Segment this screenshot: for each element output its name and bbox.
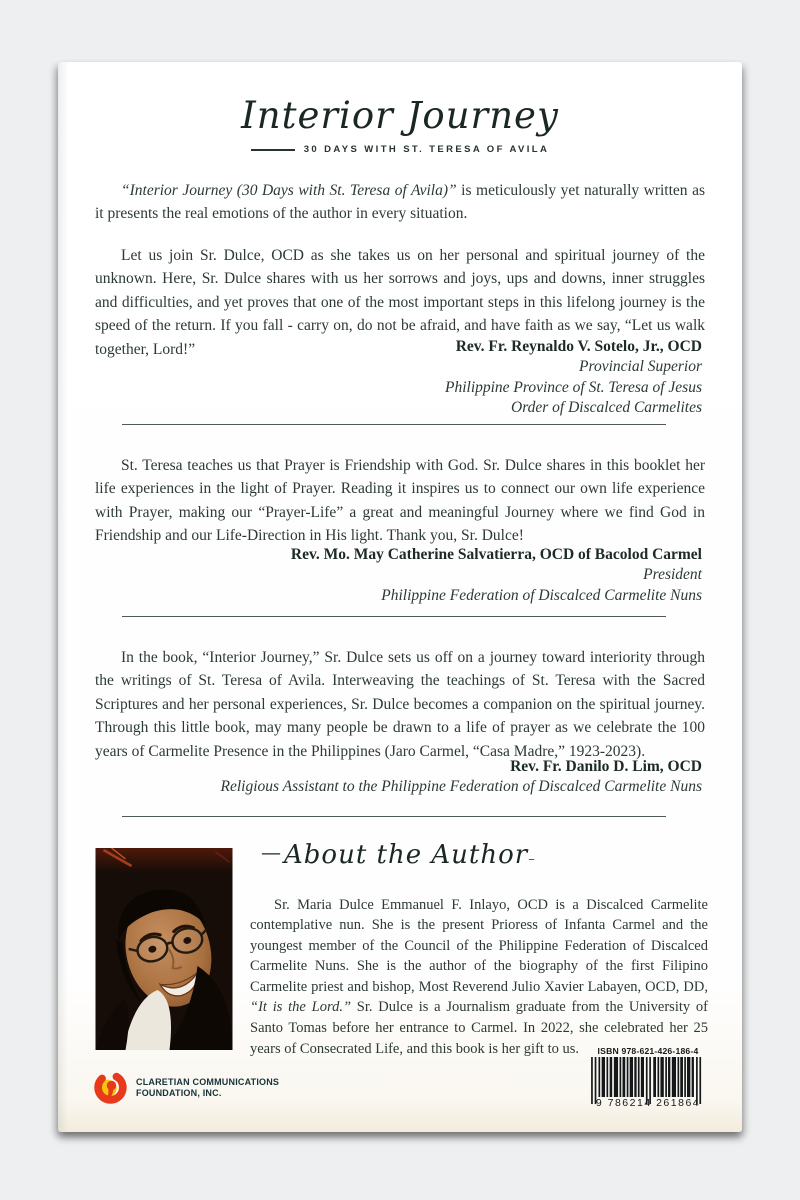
blurb-1-rest: is meticulously yet naturally written as it presents the real emotions of the author in every situation. xyxy=(95,181,705,222)
section-divider-2 xyxy=(122,616,666,617)
claretian-logo-icon xyxy=(94,1070,129,1105)
blurb-paragraph-1 xyxy=(95,179,705,226)
blurb-paragraph-2: Let us join Sr. Dulce, OCD as she takes us on her personal and spiritual journey of the unknown. Here, Sr. Dulce shares with us her sorrows and joys, ups and downs, inner struggles and difficulties, and yet proves that one of the most important steps in this lifelong journey is the speed of the return. If you fall - carry on, do not be afraid, and have faith as we say, “Let us walk together, Lord!” xyxy=(95,246,705,358)
book-back-cover xyxy=(58,62,742,1132)
publisher-block xyxy=(94,1070,279,1105)
attribution-name: Rev. Mo. May Catherine Salvatierra, OCD of Bacolod Carmel xyxy=(290,546,702,563)
book-subtitle-row xyxy=(58,144,742,155)
attribution-title-line: Religious Assistant to the Philippine Federation of Discalced Carmelite Nuns xyxy=(220,778,702,795)
attribution-name: Rev. Fr. Danilo D. Lim, OCD xyxy=(510,758,702,775)
attribution-name: Rev. Fr. Reynaldo V. Sotelo, Jr., OCD xyxy=(455,338,702,355)
blurb-1-title-quote: “Interior Journey (30 Days with St. Teresa of Avila)” xyxy=(121,181,457,199)
attribution-title-line: Order of Discalced Carmelites xyxy=(511,399,702,416)
attribution-lim xyxy=(95,756,702,798)
barcode-digits: 9 786214 261864 xyxy=(595,1097,701,1109)
attribution-title-line: President xyxy=(643,566,702,583)
author-bio-book-title: “It is the Lord.” xyxy=(250,999,352,1016)
attribution-title-line: Philippine Province of St. Teresa of Jesus xyxy=(444,378,702,396)
about-the-author-heading: — About the Author – xyxy=(261,840,621,870)
book-subtitle: 30 DAYS WITH ST. TERESA OF AVILA xyxy=(303,144,550,155)
subtitle-dash-rule xyxy=(251,149,295,151)
attribution-title-line: Philippine Federation of Discalced Carmelite Nuns xyxy=(381,586,702,604)
author-bio-part1: Sr. Maria Dulce Emmanuel F. Inlayo, OCD is a Discalced Carmelite contemplative nun. She is the present Prioress of Infanta Carmel and the youngest member of the Council of the Philippine Federation of Discalced Carmelite Nuns. She is the author of the biography of the first Filipino Carmelite priest and bishop, Most Reverend Julio Xavier Labayen, OCD, DD, xyxy=(250,896,708,995)
blurb-paragraph-4: In the book, “Interior Journey,” Sr. Dulce sets us off on a journey toward interiority through the writings of St. Teresa of Avila. Interweaving the teachings of St. Teresa with the Sacred Scriptures and her personal experiences, Sr. Dulce becomes a companion on the spiritual journey. Through this little book, may many people be drawn to a life of prayer as we celebrate the 100 years of Carmelite Presence in the Philippines (Jaro Carmel, “Casa Madre,” 1923-2023). xyxy=(95,648,705,760)
isbn-block xyxy=(586,1046,710,1109)
attribution-salvatierra xyxy=(95,544,702,606)
author-photo xyxy=(95,848,233,1050)
section-divider-1 xyxy=(122,424,666,425)
attribution-sotelo xyxy=(95,336,702,419)
section-divider-3 xyxy=(122,816,666,817)
book-title-script: Interior Journey xyxy=(241,94,559,137)
attribution-title-line: Provincial Superior xyxy=(579,358,702,375)
author-portrait-illustration xyxy=(95,848,233,1050)
isbn-label: ISBN 978-621-426-186-4 xyxy=(597,1046,699,1056)
blurb-paragraph-3: St. Teresa teaches us that Prayer is Friendship with God. Sr. Dulce shares in this booklet her life experiences in the light of Prayer. Reading it inspires us to connect our own life experience with Prayer, making our “Prayer-Life” a great and meaningful Journey where we find God in Friendship and our Life-Direction in His light. Thank you, Sr. Dulce! xyxy=(95,456,705,544)
publisher-name xyxy=(136,1077,279,1099)
author-bio-part2: Sr. Dulce is a Journalism graduate from the University of Santo Tomas before her entrance to Carmel. In 2022, she celebrated her 25 years of Consecrated Life, and this book is her gift to us. xyxy=(250,999,708,1057)
publisher-name-line2: FOUNDATION, INC. xyxy=(136,1087,222,1098)
publisher-name-line1: CLARETIAN COMMUNICATIONS xyxy=(136,1076,280,1087)
author-bio xyxy=(250,895,708,1060)
